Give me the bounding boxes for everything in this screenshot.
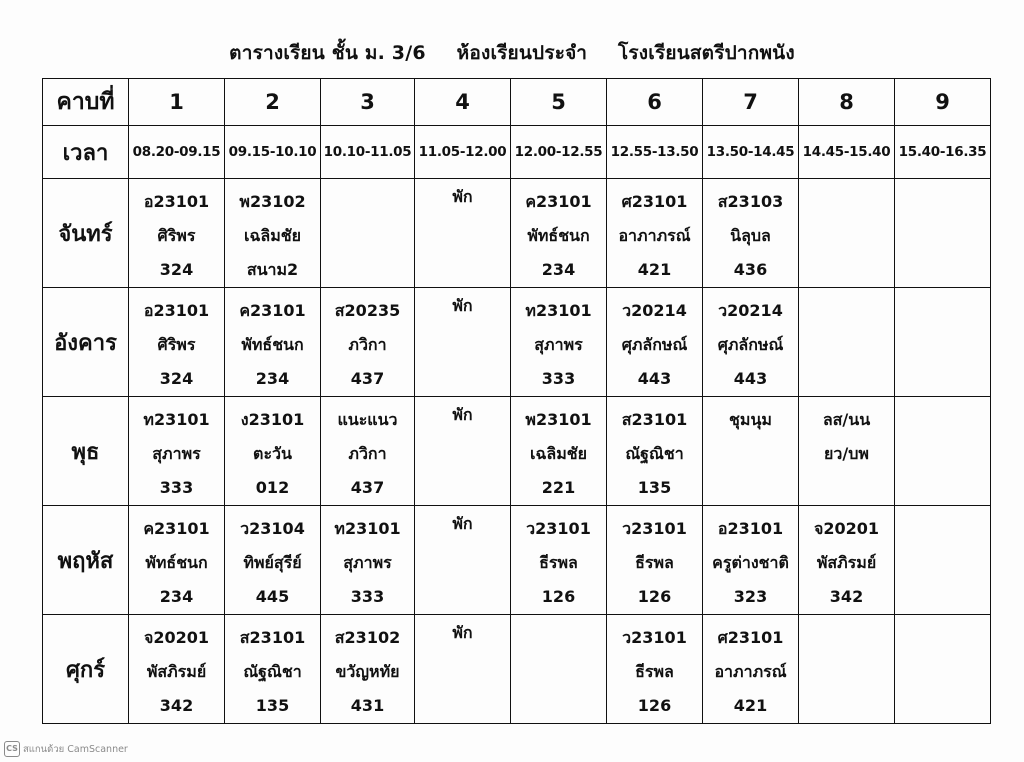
class-entry bbox=[607, 506, 702, 614]
empty-cell bbox=[895, 397, 991, 506]
class-cell bbox=[511, 397, 607, 506]
teacher-name: สุภาพร bbox=[534, 335, 583, 354]
teacher-name: อาภาภรณ์ bbox=[714, 662, 787, 681]
room-number: 342 bbox=[159, 696, 194, 715]
class-entry bbox=[511, 179, 606, 287]
room-number: 443 bbox=[733, 369, 768, 388]
subject-code: ส23102 bbox=[334, 628, 401, 647]
room-number: 234 bbox=[255, 369, 290, 388]
period-number: 6 bbox=[607, 79, 703, 126]
scanner-watermark-text: สแกนด้วย CamScanner bbox=[23, 743, 128, 755]
class-cell bbox=[703, 397, 799, 506]
break-label: พัก bbox=[452, 187, 473, 206]
subject-code: ลส/นน bbox=[822, 410, 871, 429]
day-row bbox=[43, 288, 991, 397]
subject-code: ส20235 bbox=[334, 301, 401, 320]
teacher-name: ธีรพล bbox=[539, 553, 578, 572]
subject-code: ว23104 bbox=[240, 519, 305, 538]
class-cell bbox=[225, 179, 321, 288]
class-entry bbox=[607, 179, 702, 287]
timetable bbox=[42, 78, 991, 724]
room-number: 221 bbox=[541, 478, 576, 497]
class-entry bbox=[703, 397, 798, 437]
class-entry bbox=[799, 288, 894, 294]
class-entry bbox=[129, 615, 224, 723]
class-entry bbox=[129, 179, 224, 287]
class-entry bbox=[511, 397, 606, 505]
room-number: 421 bbox=[637, 260, 672, 279]
empty-cell bbox=[799, 615, 895, 724]
room-number: 126 bbox=[637, 696, 672, 715]
empty-cell bbox=[799, 288, 895, 397]
period-number: 5 bbox=[511, 79, 607, 126]
class-entry bbox=[607, 615, 702, 723]
class-entry bbox=[703, 615, 798, 723]
class-entry bbox=[511, 615, 606, 621]
class-entry bbox=[321, 615, 414, 723]
subject-code: ว23101 bbox=[622, 519, 687, 538]
class-entry bbox=[895, 288, 990, 294]
day-name: ศุกร์ bbox=[43, 615, 129, 724]
room-number: 324 bbox=[159, 369, 194, 388]
period-number: 3 bbox=[321, 79, 415, 126]
class-entry bbox=[895, 615, 990, 621]
break-label: พัก bbox=[452, 623, 473, 642]
empty-cell bbox=[321, 179, 415, 288]
class-cell bbox=[703, 288, 799, 397]
break-cell bbox=[415, 615, 511, 724]
room-number: 135 bbox=[637, 478, 672, 497]
class-entry bbox=[225, 506, 320, 614]
title-class: ตารางเรียน ชั้น ม. 3/6 bbox=[229, 42, 426, 64]
room-number: 234 bbox=[159, 587, 194, 606]
class-cell bbox=[129, 615, 225, 724]
teacher-name: พัทธ์ชนก bbox=[241, 335, 304, 354]
class-cell bbox=[321, 506, 415, 615]
room-number: 437 bbox=[350, 478, 385, 497]
class-cell bbox=[321, 397, 415, 506]
teacher-name: ธีรพล bbox=[635, 553, 674, 572]
class-entry bbox=[321, 179, 414, 185]
day-name: พุธ bbox=[43, 397, 129, 506]
teacher-name: ศิริพร bbox=[157, 226, 196, 245]
day-row bbox=[43, 397, 991, 506]
day-row bbox=[43, 506, 991, 615]
class-cell bbox=[225, 288, 321, 397]
day-row bbox=[43, 179, 991, 288]
subject-code: ค23101 bbox=[143, 519, 210, 538]
room-number: 333 bbox=[541, 369, 576, 388]
subject-code: ศ23101 bbox=[717, 628, 784, 647]
time-slot: 13.50-14.45 bbox=[703, 126, 799, 179]
subject-code: ท23101 bbox=[143, 410, 210, 429]
class-entry bbox=[703, 288, 798, 396]
time-row bbox=[43, 126, 991, 179]
teacher-name: อาภาภรณ์ bbox=[618, 226, 691, 245]
break-label: พัก bbox=[452, 405, 473, 424]
class-entry bbox=[321, 506, 414, 614]
room-number: 333 bbox=[350, 587, 385, 606]
class-entry bbox=[225, 397, 320, 505]
subject-code: ค23101 bbox=[239, 301, 306, 320]
day-row bbox=[43, 615, 991, 724]
subject-code: ว20214 bbox=[622, 301, 687, 320]
empty-cell bbox=[895, 179, 991, 288]
time-label: เวลา bbox=[43, 126, 129, 179]
teacher-name: เฉลิมชัย bbox=[530, 444, 587, 463]
subject-code: อ23101 bbox=[717, 519, 784, 538]
teacher-name: ครูต่างชาติ bbox=[712, 553, 789, 572]
page-title bbox=[0, 38, 1024, 68]
day-name: พฤหัส bbox=[43, 506, 129, 615]
subject-code: ง23101 bbox=[240, 410, 305, 429]
subject-code: จ20201 bbox=[143, 628, 210, 647]
teacher-name: เฉลิมชัย bbox=[244, 226, 301, 245]
day-name: จันทร์ bbox=[43, 179, 129, 288]
empty-cell bbox=[895, 506, 991, 615]
class-entry bbox=[895, 397, 990, 403]
time-slot: 08.20-09.15 bbox=[129, 126, 225, 179]
empty-cell bbox=[511, 615, 607, 724]
subject-code: แนะแนว bbox=[337, 410, 398, 429]
class-entry bbox=[895, 506, 990, 512]
empty-cell bbox=[895, 288, 991, 397]
teacher-name: ณัฐณิชา bbox=[625, 444, 684, 463]
class-entry bbox=[511, 506, 606, 614]
room-number: 445 bbox=[255, 587, 290, 606]
class-entry bbox=[799, 506, 894, 614]
subject-code: จ20201 bbox=[813, 519, 880, 538]
class-cell bbox=[225, 615, 321, 724]
time-slot: 11.05-12.00 bbox=[415, 126, 511, 179]
subject-code: ชุมนุม bbox=[729, 410, 772, 429]
teacher-name: ขวัญหทัย bbox=[335, 662, 400, 681]
room-number: 443 bbox=[637, 369, 672, 388]
teacher-name: พัทธ์ชนก bbox=[145, 553, 208, 572]
class-cell bbox=[129, 179, 225, 288]
class-cell bbox=[607, 288, 703, 397]
room-number: 436 bbox=[733, 260, 768, 279]
subject-code: ว20214 bbox=[718, 301, 783, 320]
teacher-name: พัสภิรมย์ bbox=[146, 662, 207, 681]
break-cell bbox=[415, 397, 511, 506]
class-cell bbox=[703, 615, 799, 724]
teacher-name: นิลุบล bbox=[730, 226, 771, 245]
class-entry bbox=[799, 397, 894, 471]
time-slot: 15.40-16.35 bbox=[895, 126, 991, 179]
class-cell bbox=[225, 506, 321, 615]
teacher-name: ศุภลักษณ์ bbox=[621, 335, 688, 354]
period-number: 9 bbox=[895, 79, 991, 126]
class-cell bbox=[321, 288, 415, 397]
class-cell bbox=[799, 397, 895, 506]
break-cell bbox=[415, 288, 511, 397]
class-entry bbox=[225, 179, 320, 287]
teacher-name: ยว/บพ bbox=[824, 444, 869, 463]
teacher-name: สุภาพร bbox=[343, 553, 392, 572]
break-cell bbox=[415, 179, 511, 288]
class-entry bbox=[321, 397, 414, 505]
break-label: พัก bbox=[452, 296, 473, 315]
room-number: 421 bbox=[733, 696, 768, 715]
room-number: 342 bbox=[829, 587, 864, 606]
subject-code: ส23103 bbox=[717, 192, 784, 211]
teacher-name: ทิพย์สุรีย์ bbox=[243, 553, 302, 572]
subject-code: อ23101 bbox=[143, 192, 210, 211]
subject-code: ท23101 bbox=[334, 519, 401, 538]
teacher-name: ภวิกา bbox=[348, 444, 387, 463]
teacher-name: ธีรพล bbox=[635, 662, 674, 681]
class-entry bbox=[799, 615, 894, 621]
room-number: 323 bbox=[733, 587, 768, 606]
class-entry bbox=[895, 179, 990, 185]
class-entry bbox=[607, 397, 702, 505]
day-rows bbox=[43, 179, 991, 724]
period-number: 4 bbox=[415, 79, 511, 126]
subject-code: พ23102 bbox=[239, 192, 306, 211]
subject-code: อ23101 bbox=[143, 301, 210, 320]
room-number: 126 bbox=[637, 587, 672, 606]
teacher-name: ศุภลักษณ์ bbox=[717, 335, 784, 354]
subject-code: ส23101 bbox=[621, 410, 688, 429]
room-number: 324 bbox=[159, 260, 194, 279]
class-cell bbox=[607, 179, 703, 288]
class-cell bbox=[607, 506, 703, 615]
class-cell bbox=[511, 179, 607, 288]
class-cell bbox=[129, 506, 225, 615]
room-number: 135 bbox=[255, 696, 290, 715]
scanner-watermark bbox=[4, 741, 128, 757]
break-label: พัก bbox=[452, 514, 473, 533]
subject-code: ค23101 bbox=[525, 192, 592, 211]
empty-cell bbox=[799, 179, 895, 288]
room-number: 234 bbox=[541, 260, 576, 279]
class-cell bbox=[129, 288, 225, 397]
room-number: 012 bbox=[255, 478, 290, 497]
class-entry bbox=[129, 288, 224, 396]
room-number: 333 bbox=[159, 478, 194, 497]
class-entry bbox=[607, 288, 702, 396]
class-entry bbox=[703, 506, 798, 614]
class-cell bbox=[321, 615, 415, 724]
class-cell bbox=[607, 615, 703, 724]
room-number: สนาม2 bbox=[246, 260, 299, 279]
time-slot: 12.00-12.55 bbox=[511, 126, 607, 179]
period-number: 7 bbox=[703, 79, 799, 126]
class-entry bbox=[511, 288, 606, 396]
period-number: 1 bbox=[129, 79, 225, 126]
class-entry bbox=[129, 506, 224, 614]
camscanner-logo-icon: CS bbox=[4, 741, 20, 757]
class-cell bbox=[511, 506, 607, 615]
class-cell bbox=[225, 397, 321, 506]
time-slot: 14.45-15.40 bbox=[799, 126, 895, 179]
day-name: อังคาร bbox=[43, 288, 129, 397]
room-number: 437 bbox=[350, 369, 385, 388]
subject-code: ศ23101 bbox=[621, 192, 688, 211]
class-cell bbox=[703, 179, 799, 288]
period-header-label: คาบที่ bbox=[43, 79, 129, 126]
time-slot: 10.10-11.05 bbox=[321, 126, 415, 179]
break-cell bbox=[415, 506, 511, 615]
teacher-name: พัทธ์ชนก bbox=[527, 226, 590, 245]
period-header-row bbox=[43, 79, 991, 126]
title-room: ห้องเรียนประจำ bbox=[456, 42, 588, 64]
teacher-name: ภวิกา bbox=[348, 335, 387, 354]
teacher-name: ศิริพร bbox=[157, 335, 196, 354]
subject-code: ว23101 bbox=[526, 519, 591, 538]
class-cell bbox=[129, 397, 225, 506]
teacher-name: สุภาพร bbox=[152, 444, 201, 463]
subject-code: พ23101 bbox=[525, 410, 592, 429]
room-number: 126 bbox=[541, 587, 576, 606]
class-entry bbox=[129, 397, 224, 505]
class-entry bbox=[225, 288, 320, 396]
class-entry bbox=[225, 615, 320, 723]
class-cell bbox=[607, 397, 703, 506]
period-number: 8 bbox=[799, 79, 895, 126]
room-number: 431 bbox=[350, 696, 385, 715]
class-entry bbox=[799, 179, 894, 185]
subject-code: ว23101 bbox=[622, 628, 687, 647]
teacher-name: ณัฐณิชา bbox=[243, 662, 302, 681]
subject-code: ส23101 bbox=[239, 628, 306, 647]
class-cell bbox=[703, 506, 799, 615]
class-cell bbox=[511, 288, 607, 397]
empty-cell bbox=[895, 615, 991, 724]
class-entry bbox=[703, 179, 798, 287]
teacher-name: พัสภิรมย์ bbox=[816, 553, 877, 572]
period-number: 2 bbox=[225, 79, 321, 126]
class-cell bbox=[799, 506, 895, 615]
subject-code: ท23101 bbox=[525, 301, 592, 320]
class-entry bbox=[321, 288, 414, 396]
teacher-name: ตะวัน bbox=[253, 444, 292, 463]
time-slot: 12.55-13.50 bbox=[607, 126, 703, 179]
time-slot: 09.15-10.10 bbox=[225, 126, 321, 179]
title-school: โรงเรียนสตรีปากพนัง bbox=[617, 42, 795, 64]
